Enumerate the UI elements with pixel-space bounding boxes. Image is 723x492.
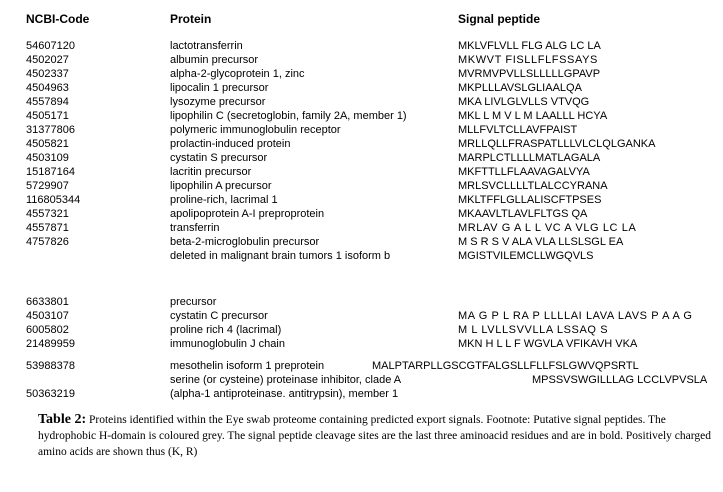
table-row <box>0 324 723 337</box>
table-row <box>0 40 723 53</box>
table-row <box>0 310 723 323</box>
ncbi-code-cell: 4557321 <box>26 208 69 220</box>
header-ncbi-code: NCBI-Code <box>26 12 90 26</box>
signal-peptide-cell: MKWVT FISLLFLFSSAYS <box>458 54 598 66</box>
table-row <box>0 110 723 123</box>
protein-cell: (alpha-1 antiproteinase. antitrypsin), member 1 <box>170 388 399 400</box>
protein-cell: alpha-2-glycoprotein 1, zinc <box>170 68 305 80</box>
protein-cell: cystatin C precursor <box>170 310 268 322</box>
signal-peptide-cell: MKPLLLAVSLGLIAALQA <box>458 82 582 94</box>
protein-cell: lactotransferrin <box>170 40 243 52</box>
ncbi-code-cell: 4557894 <box>26 96 69 108</box>
caption-text: Proteins identified within the Eye swab proteome containing predicted export signals. Footnote: Putative signal peptides. The hydrophobic H-domain is coloured grey. The signal peptide cleavage sites are the last three aminoacid residues and are in bold. Positively charged amino acids are shown thus (K, R) <box>38 414 711 458</box>
signal-peptide-cell: MA G P L RA P LLLLAI LAVA LAVS P A A G <box>458 310 693 322</box>
protein-cell: beta-2-microglobulin precursor <box>170 236 320 248</box>
signal-peptide-cell: MLLFVLTCLLAVFPAIST <box>458 124 578 136</box>
protein-cell: polymeric immunoglobulin receptor <box>170 124 341 136</box>
ncbi-code-cell: 4505821 <box>26 138 69 150</box>
table-row <box>0 68 723 81</box>
table-row <box>0 152 723 165</box>
table-row <box>0 360 723 373</box>
table-row <box>0 166 723 179</box>
table-caption <box>38 412 713 460</box>
table-row <box>0 194 723 207</box>
signal-peptide-cell: MGISTVILEMCLLWGQVLS <box>458 250 594 262</box>
protein-cell: serine (or cysteine) proteinase inhibitor, clade A <box>170 374 402 386</box>
protein-cell: lipocalin 1 precursor <box>170 82 269 94</box>
ncbi-code-cell: 5729907 <box>26 180 69 192</box>
ncbi-code-cell: 4757826 <box>26 236 69 248</box>
signal-peptide-cell: M S R S V ALA VLA LLSLSGL EA <box>458 236 624 248</box>
signal-peptide-cell: MKN H L L F WGVLA VFIKAVH VKA <box>458 338 638 350</box>
table-row <box>0 296 723 309</box>
signal-peptide-cell: M L LVLLSVVLLA LSSAQ S <box>458 324 609 336</box>
protein-cell: proline-rich, lacrimal 1 <box>170 194 278 206</box>
table-row <box>0 124 723 137</box>
ncbi-code-cell: 4557871 <box>26 222 69 234</box>
header-signal-peptide: Signal peptide <box>458 12 541 26</box>
table-row <box>0 180 723 193</box>
table-row <box>0 96 723 109</box>
protein-cell: mesothelin isoform 1 preprotein <box>170 360 325 372</box>
table-row <box>0 236 723 249</box>
protein-cell: transferrin <box>170 222 220 234</box>
signal-peptide-cell: MPSSVSWGILLLAG LCCLVPVSLA <box>532 374 708 386</box>
protein-cell: immunoglobulin J chain <box>170 338 285 350</box>
protein-cell: prolactin-induced protein <box>170 138 291 150</box>
ncbi-code-cell: 4504963 <box>26 82 69 94</box>
signal-peptide-cell: MRLSVCLLLLTLALCCYRANA <box>458 180 608 192</box>
ncbi-code-cell: 6005802 <box>26 324 69 336</box>
protein-cell: lysozyme precursor <box>170 96 266 108</box>
ncbi-code-cell: 4502337 <box>26 68 69 80</box>
table-row <box>0 82 723 95</box>
caption-label: Table 2: <box>38 412 87 427</box>
table-row <box>0 138 723 151</box>
ncbi-code-cell: 54607120 <box>26 40 75 52</box>
table-row <box>0 338 723 351</box>
table-row <box>0 250 723 263</box>
table-row <box>0 208 723 221</box>
table-row <box>0 222 723 235</box>
signal-peptide-cell: MARPLCTLLLLMATLAGALA <box>458 152 601 164</box>
signal-peptide-cell: MALPTARPLLGSCGTFALGSLLFLLFSLGWVQPSRTL <box>372 360 639 372</box>
ncbi-code-cell: 21489959 <box>26 338 75 350</box>
ncbi-code-cell: 4502027 <box>26 54 69 66</box>
ncbi-code-cell: 6633801 <box>26 296 69 308</box>
ncbi-code-cell: 53988378 <box>26 360 75 372</box>
ncbi-code-cell: 50363219 <box>26 388 75 400</box>
protein-cell: lipophilin A precursor <box>170 180 272 192</box>
protein-cell: lacritin precursor <box>170 166 252 178</box>
signal-peptide-cell: MRLAV G A L L VC A VLG LC LA <box>458 222 637 234</box>
signal-peptide-cell: MKLVFLVLL FLG ALG LC LA <box>458 40 601 52</box>
ncbi-code-cell: 4503109 <box>26 152 69 164</box>
ncbi-code-cell: 116805344 <box>26 194 81 206</box>
table-row <box>0 54 723 67</box>
signal-peptide-cell: MKAAVLTLAVLFLTGS QA <box>458 208 588 220</box>
ncbi-code-cell: 4505171 <box>26 110 69 122</box>
protein-cell: proline rich 4 (lacrimal) <box>170 324 282 336</box>
signal-peptide-cell: MRLLQLLFRASPATLLLVLCLQLGANKA <box>458 138 656 150</box>
signal-peptide-cell: MKA LIVLGLVLLS VTVQG <box>458 96 590 108</box>
protein-cell: cystatin S precursor <box>170 152 268 164</box>
signal-peptide-cell: MKL L M V L M LAALLL HCYA <box>458 110 608 122</box>
protein-cell: apolipoprotein A-I preproprotein <box>170 208 325 220</box>
signal-peptide-cell: MVRMVPVLLSLLLLLGPAVP <box>458 68 601 80</box>
signal-peptide-cell: MKLTFFLGLLALISCFTPSES <box>458 194 602 206</box>
table-row <box>0 388 723 401</box>
protein-cell: lipophilin C (secretoglobin, family 2A, member 1) <box>170 110 407 122</box>
signal-peptide-cell: MKFTTLLFLAAVAGALVYA <box>458 166 590 178</box>
table-row <box>0 374 723 387</box>
ncbi-code-cell: 31377806 <box>26 124 75 136</box>
ncbi-code-cell: 15187164 <box>26 166 75 178</box>
protein-cell: albumin precursor <box>170 54 259 66</box>
header-protein: Protein <box>170 12 212 26</box>
ncbi-code-cell: 4503107 <box>26 310 69 322</box>
protein-cell: precursor <box>170 296 217 308</box>
protein-cell: deleted in malignant brain tumors 1 isoform b <box>170 250 391 262</box>
